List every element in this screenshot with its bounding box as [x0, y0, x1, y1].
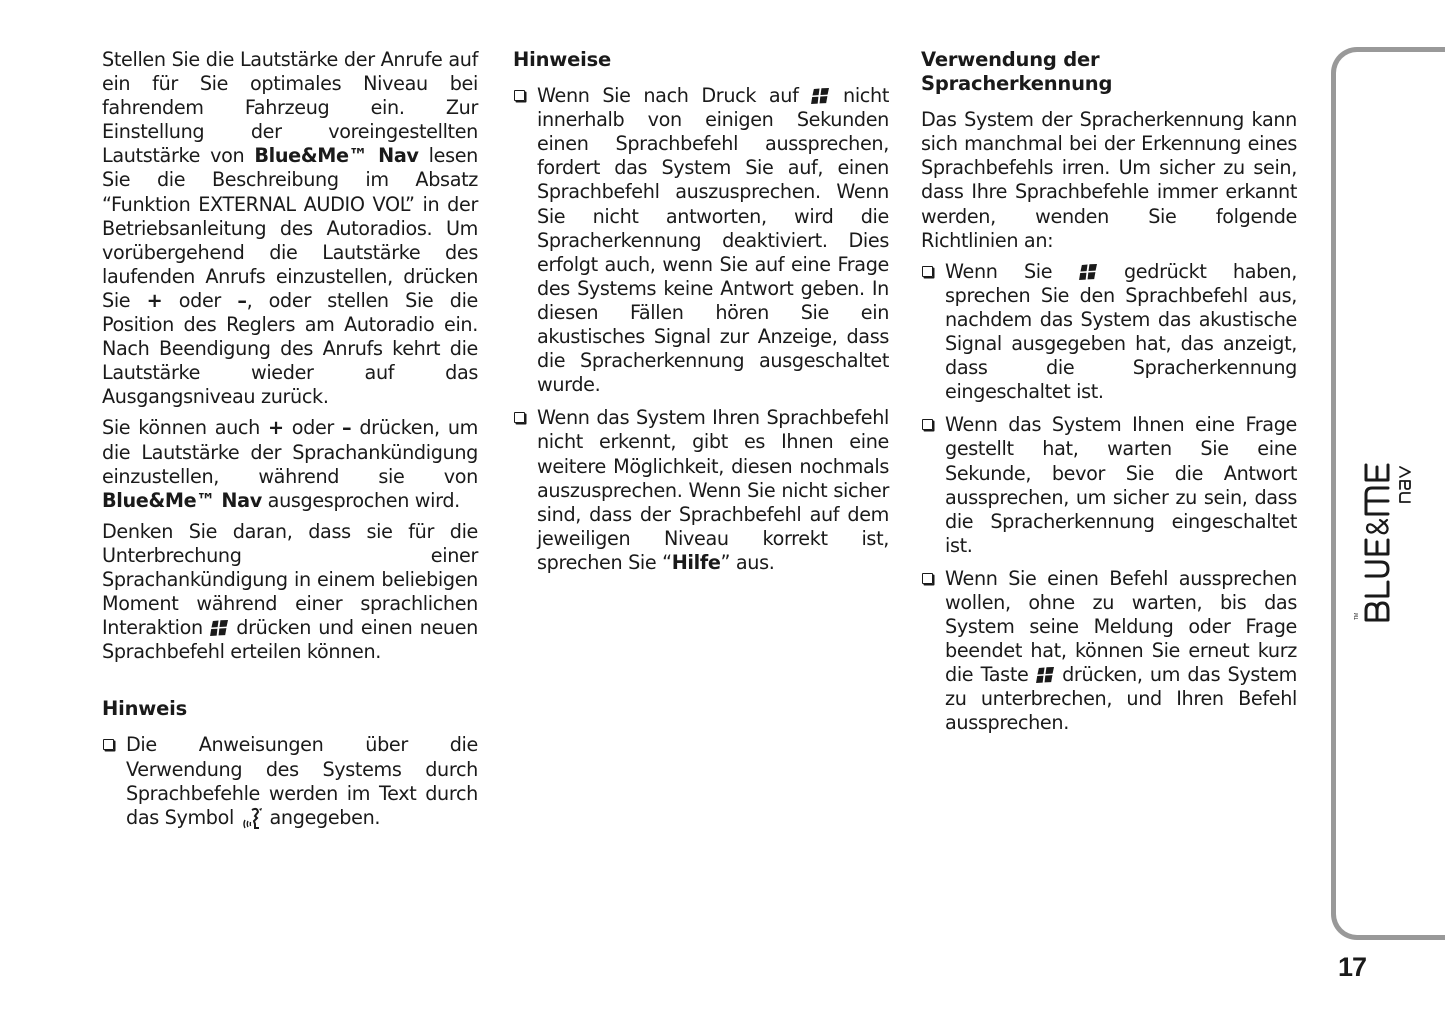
column-2 [513, 48, 889, 584]
speaking-head-icon [240, 806, 264, 832]
checkbox-bullet-icon [922, 266, 933, 277]
guideline-item [921, 413, 1297, 558]
plus-key: + [267, 416, 284, 440]
blue-and-me-nav-logo [1340, 370, 1420, 630]
checkbox-bullet-icon [922, 573, 933, 584]
checkbox-bullet-icon [514, 90, 525, 101]
brand-name: Blue&Me™ Nav [254, 144, 419, 168]
text: Wenn Sie [945, 259, 1079, 283]
text: lesen Sie die Beschreibung im Absatz “Funktion EXTERNAL AUDIO VOL” in der Betriebsanleitung des Autoradios. Um vorübergehend die Lautstärke des laufenden Anrufs einzustellen, drücken Sie [102, 144, 478, 312]
minus-key: – [342, 416, 352, 440]
text: Stellen Sie die Lautstärke der Anrufe auf ein für Sie optimales Niveau bei fahrendem Fahrzeug ein. Zur Einstellung der voreingestellten Lautstärke von [102, 48, 478, 168]
brand-name: Blue&Me™ Nav [102, 488, 262, 512]
text: Wenn das System Ihren Sprachbefehl nicht erkennt, gibt es Ihnen eine weitere Möglichkeit, diesen nochmals auszusprechen. Wenn Sie nicht sicher sind, dass der Sprachbefehl auf dem jeweiligen Niveau korrekt ist, sprechen Sie “ [537, 406, 889, 574]
minus-key: – [237, 288, 247, 312]
voice-key-icon [1036, 667, 1055, 684]
command-hilfe: Hilfe [671, 550, 721, 574]
text: oder [162, 288, 238, 312]
text: gedrückt haben, sprechen Sie den Sprachbefehl aus, nachdem das System das akustische Signal ausgegeben hat, das anzeigt, dass die Spracherkennung eingeschaltet ist. [945, 259, 1297, 404]
column-1 [102, 48, 478, 841]
svg-text:TM: TM [1354, 612, 1360, 620]
section-heading-spracherkennung: Verwendung der Spracherkennung [921, 48, 1113, 96]
text: , oder stellen Sie die Position des Reglers am Autoradio ein. Nach Beendigung des Anrufs kehrt die Lautstärke wieder auf das Ausgangsniveau zurück. [102, 288, 478, 409]
checkbox-bullet-icon [922, 419, 933, 430]
column-3 [921, 48, 1297, 745]
text: drücken, um das System zu unterbrechen, und Ihren Befehl aussprechen. [945, 663, 1297, 735]
text: angegeben. [263, 805, 381, 829]
text: Wenn das System Ihnen eine Frage gestellt hat, warten Sie eine Sekunde, bevor Sie die Antwort aussprechen, um sicher zu sein, dass die Spracherkennung eingeschaltet ist. [945, 413, 1297, 557]
guideline-item [921, 260, 1297, 405]
voice-key-icon [1079, 264, 1098, 281]
section-heading-hinweis: Hinweis [102, 697, 188, 721]
note-item [102, 733, 478, 831]
guideline-item [921, 567, 1297, 736]
note-item [513, 84, 889, 397]
paragraph-volume-announcement [102, 416, 478, 512]
section-heading-hinweise: Hinweise [513, 48, 612, 71]
paragraph-volume-calls [102, 48, 478, 409]
checkbox-bullet-icon [103, 739, 114, 750]
text: ausgesprochen wird. [261, 488, 460, 512]
text: ” aus. [720, 550, 775, 574]
text: Sie können auch [102, 416, 268, 440]
text: drücken und einen neuen Sprachbefehl erteilen können. [102, 616, 478, 664]
text: oder [283, 416, 343, 440]
paragraph-intro: Das System der Spracherkennung kann sich manchmal bei der Erkennung eines Sprachbefehls irren. Um sicher zu sein, dass Ihre Sprachbefehle immer erkannt werden, wenden Sie folgende Richtlinien an: [921, 108, 1297, 252]
note-item [513, 406, 889, 575]
voice-key-icon [811, 88, 830, 105]
page-number: 17 [1338, 952, 1367, 982]
paragraph-interrupt [102, 520, 478, 665]
text: Wenn Sie nach Druck auf [537, 84, 812, 108]
text: Wenn Sie einen Befehl aussprechen wollen, ohne zu warten, bis das System seine Meldung oder Frage beendet hat, können Sie erneut kurz die Taste [945, 566, 1297, 687]
checkbox-bullet-icon [514, 412, 525, 423]
text: drücken, um die Lautstärke der Sprachankündigung einzustellen, während sie von [102, 416, 478, 488]
voice-key-icon [210, 620, 229, 637]
text: Denken Sie daran, dass sie für die Unterbrechung einer Sprachankündigung in einem beliebigen Moment während einer sprachlichen Interaktion [102, 519, 478, 640]
text: Die Anweisungen über die Verwendung des Systems durch Sprachbefehle werden im Text durch das Symbol [126, 733, 478, 829]
plus-key: + [146, 288, 163, 312]
text: nicht innerhalb von einigen Sekunden einen Sprachbefehl aussprechen, fordert das System Sie auf, einen Sprachbefehl auszusprechen. Wenn Sie nicht antworten, wird die Spracherkennung deaktiviert. Dies erfolgt auch, wenn Sie auf eine Frage des Systems keine Antwort geben. In diesen Fällen hören Sie ein akustisches Signal zur Anzeige, dass die Spracherkennung ausgeschaltet wurde. [537, 84, 889, 397]
